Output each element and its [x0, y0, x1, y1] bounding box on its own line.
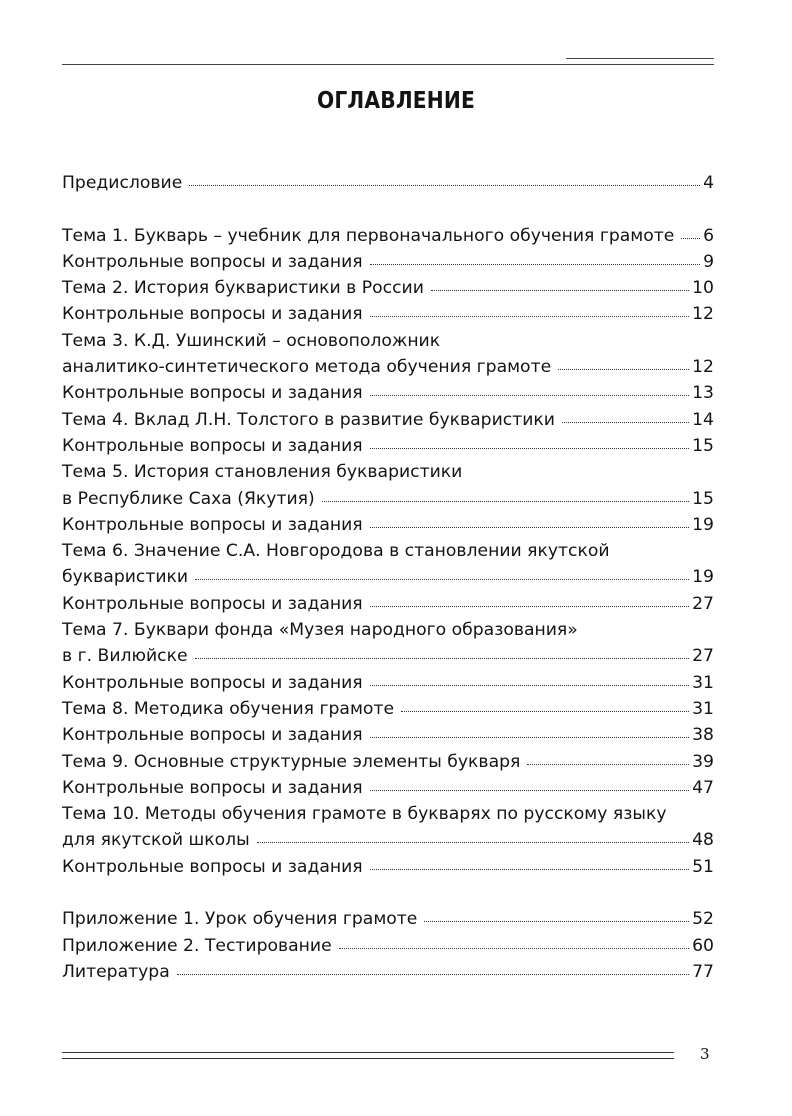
- toc-entry: [62, 512, 714, 538]
- toc-entry: [62, 249, 714, 275]
- toc-entry-title: Тема 1. Букварь – учебник для первоначального обучения грамоте: [62, 225, 675, 246]
- toc-entry-page: 27: [692, 593, 714, 614]
- toc-entry-page: 48: [692, 830, 714, 851]
- dot-leader: [431, 290, 689, 291]
- toc-entry-title: Контрольные вопросы и задания: [62, 725, 363, 746]
- toc-entry-title: Тема 6. Значение С.А. Новгородова в становлении якутской: [62, 541, 610, 562]
- toc-entry-title: Приложение 1. Урок обучения грамоте: [62, 909, 418, 930]
- toc-entry-page: 4: [703, 173, 714, 193]
- toc-entry-title: Приложение 2. Тестирование: [62, 935, 332, 956]
- dot-leader: [370, 316, 690, 317]
- toc-entry-page: 31: [692, 698, 714, 719]
- toc-entry-page: 15: [692, 435, 714, 456]
- spacer: [62, 196, 714, 222]
- toc-entry-page: 10: [692, 278, 714, 299]
- toc-entry: [62, 933, 714, 959]
- toc-entry-page: 38: [692, 725, 714, 746]
- toc-entry-title: в г. Вилюйске: [62, 646, 188, 667]
- toc-entry: [62, 328, 714, 354]
- dot-leader: [681, 238, 700, 239]
- toc-entry-page: 14: [692, 409, 714, 430]
- toc-entry-page: 52: [692, 909, 714, 930]
- header-rule-short: [566, 58, 714, 59]
- toc-entry: [62, 564, 714, 590]
- page-number: 3: [700, 1045, 710, 1063]
- dot-leader: [527, 764, 689, 765]
- footer-rule: [62, 1052, 674, 1053]
- toc-entry: [62, 223, 714, 249]
- toc-entry: [62, 854, 714, 880]
- toc-entry: [62, 433, 714, 459]
- toc-entry: [62, 275, 714, 301]
- toc-entry: [62, 959, 714, 985]
- toc-entry: [62, 380, 714, 406]
- toc-entry-title: Контрольные вопросы и задания: [62, 435, 363, 456]
- toc-entry-title: Контрольные вопросы и задания: [62, 514, 363, 535]
- toc-entry-page: 13: [692, 383, 714, 404]
- dot-leader: [370, 685, 690, 686]
- dot-leader: [370, 790, 690, 791]
- toc-entry-title: Литература: [62, 961, 170, 982]
- toc-entry-title: Контрольные вопросы и задания: [62, 672, 363, 693]
- toc-entry-title: Тема 8. Методика обучения грамоте: [62, 698, 395, 719]
- toc-entry: [62, 354, 714, 380]
- toc-entry-page: 27: [692, 646, 714, 667]
- toc-entry: [62, 643, 714, 669]
- toc-entry: [62, 801, 714, 827]
- toc-entry-page: 51: [692, 856, 714, 877]
- dot-leader: [424, 921, 689, 922]
- dot-leader: [370, 527, 690, 528]
- toc-entry-title: Контрольные вопросы и задания: [62, 251, 363, 272]
- toc-entry-title: Контрольные вопросы и задания: [62, 304, 363, 325]
- toc-entry: [62, 407, 714, 433]
- toc-entry: [62, 696, 714, 722]
- dot-leader: [322, 501, 689, 502]
- toc-entry-title: Тема 7. Буквари фонда «Музея народного образования»: [62, 620, 578, 641]
- dot-leader: [370, 264, 700, 265]
- toc-entry: [62, 459, 714, 485]
- toc-entry: [62, 827, 714, 853]
- toc-entry: [62, 749, 714, 775]
- toc-entry-page: 9: [703, 251, 714, 272]
- toc-entry: [62, 486, 714, 512]
- toc-entry-title: для якутской школы: [62, 830, 250, 851]
- toc-entry-page: 6: [703, 225, 714, 246]
- dot-leader: [401, 711, 689, 712]
- table-of-contents: [62, 170, 714, 985]
- toc-entry-title: Контрольные вопросы и задания: [62, 383, 363, 404]
- dot-leader: [195, 579, 689, 580]
- toc-entry: [62, 775, 714, 801]
- toc-entry-title: Контрольные вопросы и задания: [62, 593, 363, 614]
- dot-leader: [177, 974, 689, 975]
- toc-entry: [62, 538, 714, 564]
- dot-leader: [195, 658, 690, 659]
- dot-leader: [558, 369, 689, 370]
- toc-entry-title: Тема 9. Основные структурные элементы букваря: [62, 751, 521, 772]
- toc-entry: [62, 670, 714, 696]
- toc-entry-page: 15: [692, 488, 714, 509]
- toc-entry: [62, 617, 714, 643]
- dot-leader: [370, 395, 690, 396]
- toc-entry-page: 12: [692, 357, 714, 378]
- dot-leader: [562, 422, 689, 423]
- toc-entry-page: 19: [692, 567, 714, 588]
- dot-leader: [370, 737, 690, 738]
- dot-leader: [370, 606, 690, 607]
- toc-entry: [62, 591, 714, 617]
- dot-leader: [339, 948, 689, 949]
- toc-entry-title: букваристики: [62, 567, 189, 588]
- toc-entry-title: Тема 4. Вклад Л.Н. Толстого в развитие букваристики: [62, 409, 555, 430]
- toc-entry: [62, 170, 714, 196]
- toc-entry: [62, 906, 714, 932]
- header-rule: [62, 64, 714, 65]
- toc-entry-title: Тема 10. Методы обучения грамоте в букварях по русскому языку: [62, 804, 667, 825]
- toc-entry-title: Предисловие: [62, 173, 183, 193]
- toc-entry-page: 47: [692, 777, 714, 798]
- toc-entry-page: 19: [692, 514, 714, 535]
- toc-entry: [62, 301, 714, 327]
- dot-leader: [370, 448, 690, 449]
- toc-entry-page: 31: [692, 672, 714, 693]
- dot-leader: [257, 842, 689, 843]
- toc-entry-title: Контрольные вопросы и задания: [62, 777, 363, 798]
- toc-entry-title: Тема 3. К.Д. Ушинский – основоположник: [62, 330, 441, 351]
- toc-entry-title: в Республике Саха (Якутия): [62, 488, 315, 509]
- page-title: ОГЛАВЛЕНИЕ: [316, 88, 476, 114]
- toc-entry-title: аналитико-синтетического метода обучения грамоте: [62, 357, 552, 378]
- toc-entry-page: 77: [692, 961, 714, 982]
- toc-entry-title: Тема 5. История становления букваристики: [62, 462, 463, 483]
- dot-leader: [370, 869, 690, 870]
- footer-rule: [62, 1058, 674, 1059]
- toc-entry-page: 39: [692, 751, 714, 772]
- dot-leader: [189, 185, 700, 186]
- toc-entry-page: 60: [692, 935, 714, 956]
- toc-entry-title: Тема 2. История букваристики в России: [62, 278, 424, 299]
- toc-entry-title: Контрольные вопросы и задания: [62, 856, 363, 877]
- spacer: [62, 880, 714, 906]
- toc-entry-page: 12: [692, 304, 714, 325]
- toc-entry: [62, 722, 714, 748]
